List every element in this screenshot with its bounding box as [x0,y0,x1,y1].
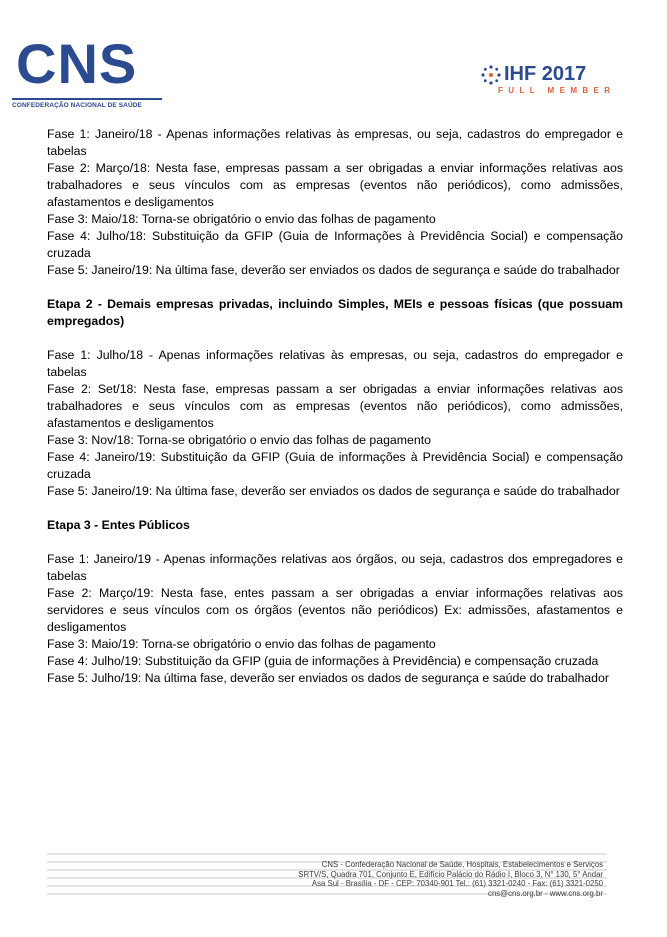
ihf-logo-text: IHF 2017 [504,63,587,85]
etapa1-fase2: Fase 2: Março/18: Nesta fase, empresas passam a ser obrigadas a enviar informações relativas aos trabalhadores e seus vínculos com as empresas (eventos não periódicos), como admissões, afastamentos e desligamentos [47,161,623,209]
cns-logo [12,34,162,114]
etapa2-fase5: Fase 5: Janeiro/19: Na última fase, deverão ser enviados os dados de segurança e saúde do trabalhador [47,484,620,498]
etapa2-fase1: Fase 1: Julho/18 - Apenas informações relativas às empresas, ou seja, cadastros do empregador e tabelas [47,348,623,379]
document-body [47,126,623,687]
etapa3-fase4: Fase 4: Julho/19: Substituição da GFIP (guia de informações à Previdência) e compensação cruzada [47,654,599,668]
etapa3-fase3: Fase 3: Maio/19: Torna-se obrigatório o envio das folhas de pagamento [47,637,436,651]
etapa3-fase5: Fase 5: Julho/19: Na última fase, deverão ser enviados os dados de segurança e saúde do trabalhador [47,671,609,685]
etapa1-fase4: Fase 4: Julho/18: Substituição da GFIP (Guia de Informações à Previdência Social) e compensação cruzada [47,229,623,260]
page-footer [47,848,607,908]
etapa2-heading: Etapa 2 - Demais empresas privadas, incluindo Simples, MEIs e pessoas físicas (que possuam empregados) [47,297,623,328]
etapa3-heading: Etapa 3 - Entes Públicos [47,518,190,532]
cns-logo-bar [12,98,162,100]
footer-line-4: cns@cns.org.br - www.cns.org.br [488,888,603,898]
etapa2-fase3: Fase 3: Nov/18: Torna-se obrigatório o envio das folhas de pagamento [47,433,431,447]
footer-line-1: CNS - Confederação Nacional de Saúde, Hospitais, Estabelecimentos e Serviços [321,860,603,869]
page-header [0,0,667,120]
footer-line-2: SRTV/S, Quadra 701, Conjunto E, Edifício Palácio do Rádio I, Bloco 3, N° 130, 5° Andar [298,869,603,879]
footer-contact [298,860,603,898]
etapa1-fase1: Fase 1: Janeiro/18 - Apenas informações relativas às empresas, ou seja, cadastros do empregador e tabelas [47,127,623,158]
etapa1-fase5: Fase 5: Janeiro/19: Na última fase, deverão ser enviados os dados de segurança e saúde do trabalhador [47,263,620,277]
etapa2-fase4: Fase 4: Janeiro/19: Substituição da GFIP (Guia de informações à Previdência Social) e compensação cruzada [47,450,623,481]
ihf-logo-subtitle: FULL MEMBER [498,86,616,95]
etapa3-fase1: Fase 1: Janeiro/19 - Apenas informações relativas aos órgãos, ou seja, cadastros dos empregadores e tabelas [47,552,623,583]
etapa2-fase2: Fase 2: Set/18: Nesta fase, empresas passam a ser obrigadas a enviar informações relativas aos trabalhadores e seus vínculos com as empresas (eventos não periódicos), como admissões, afastamentos e desligamentos [47,382,623,430]
etapa3-fase2: Fase 2: Março/19: Nesta fase, entes passam a ser obrigadas a enviar informações relativas aos servidores e seus vínculos com os órgãos (eventos não periódicos) Ex: admissões, afastamentos e desligamentos [47,586,623,634]
ihf-star-icon [480,64,502,86]
footer-line-3: Asa Sul - Brasília - DF - CEP: 70340-901 Tel.: (61) 3321-0240 - Fax: (61) 3321-0250 [311,879,603,888]
ihf-logo [480,62,620,102]
etapa1-fase3: Fase 3: Maio/18: Torna-se obrigatório o envio das folhas de pagamento [47,212,436,226]
cns-logo-text: CNS [16,32,138,95]
cns-logo-subtitle: CONFEDERAÇÃO NACIONAL DE SAÚDE [12,102,142,109]
